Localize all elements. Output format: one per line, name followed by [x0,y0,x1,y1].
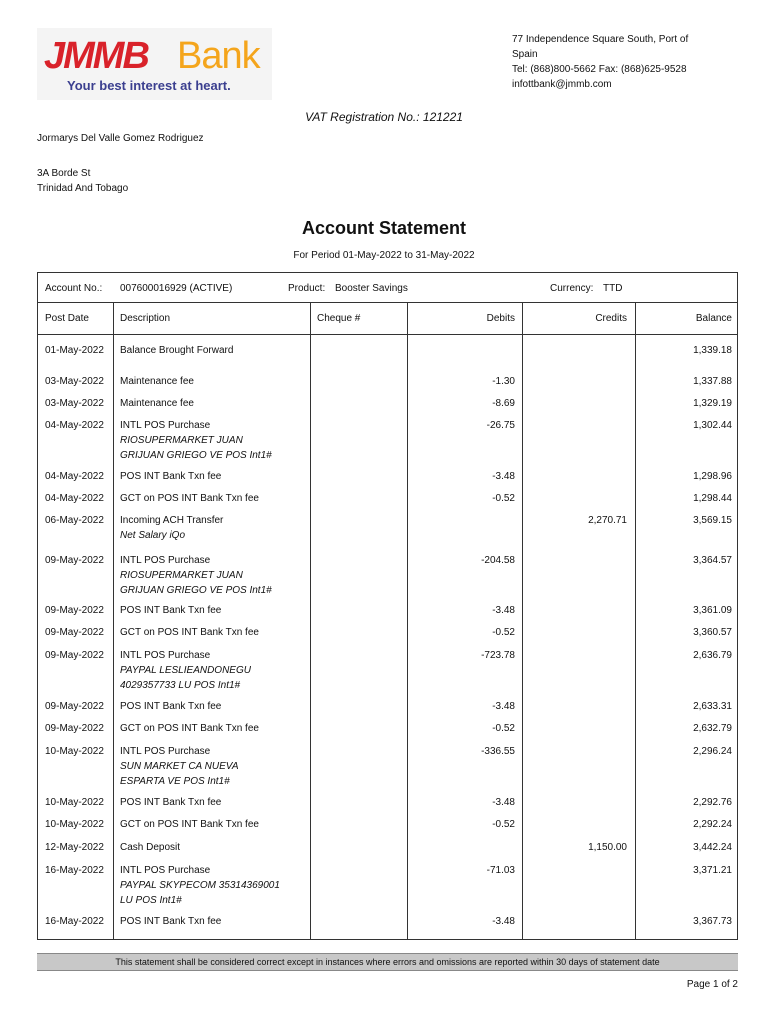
row-date: 10-May-2022 [45,819,104,830]
logo-word: Bank [177,35,260,77]
row-balance: 3,442.24 [693,842,732,853]
row-description [120,553,272,598]
row-balance: 1,337.88 [693,376,732,387]
row-description-main: POS INT Bank Txn fee [120,701,222,712]
row-date: 04-May-2022 [45,420,104,431]
row-description-detail: GRIJUAN GRIEGO VE POS Int1# [120,585,272,596]
row-date: 09-May-2022 [45,627,104,638]
row-description-main: POS INT Bank Txn fee [120,797,222,808]
row-date: 09-May-2022 [45,650,104,661]
header-balance: Balance [695,313,732,324]
row-balance: 3,569.15 [693,515,732,526]
row-debit: -71.03 [486,865,515,876]
row-debit: -3.48 [492,471,515,482]
row-debit: -0.52 [492,723,515,734]
row-balance: 2,296.24 [693,746,732,757]
row-debit: -3.48 [492,797,515,808]
row-description [120,469,221,484]
customer-address-1: 3A Borde St [37,168,91,179]
row-description [120,648,251,693]
row-description-detail: GRIJUAN GRIEGO VE POS Int1# [120,450,272,461]
row-description [120,817,259,832]
header-credits: Credits [595,313,627,324]
row-description [120,396,194,411]
row-date: 09-May-2022 [45,723,104,734]
row-balance: 1,329.19 [693,398,732,409]
row-balance: 3,371.21 [693,865,732,876]
row-date: 16-May-2022 [45,865,104,876]
row-description-detail: PAYPAL LESLIEANDONEGU [120,665,251,676]
row-description-main: INTL POS Purchase [120,650,211,661]
logo-mark: JMMB [44,35,148,77]
table-header [38,303,737,335]
row-description-main: Balance Brought Forward [120,345,234,356]
row-date: 09-May-2022 [45,701,104,712]
row-description [120,603,221,618]
row-balance: 3,360.57 [693,627,732,638]
row-description-main: INTL POS Purchase [120,420,211,431]
row-description [120,795,221,810]
row-debit: -0.52 [492,819,515,830]
row-debit: -1.30 [492,376,515,387]
row-balance: 2,632.79 [693,723,732,734]
row-description-main: Maintenance fee [120,376,194,387]
row-balance: 2,636.79 [693,650,732,661]
row-description [120,840,180,855]
row-date: 16-May-2022 [45,916,104,927]
row-balance: 2,292.24 [693,819,732,830]
row-description-detail: SUN MARKET CA NUEVA [120,761,239,772]
row-description-main: POS INT Bank Txn fee [120,471,222,482]
row-description-main: INTL POS Purchase [120,865,211,876]
row-description-detail: RIOSUPERMARKET JUAN [120,435,243,446]
row-balance: 2,633.31 [693,701,732,712]
row-debit: -336.55 [481,746,515,757]
row-description-main: Maintenance fee [120,398,194,409]
row-description [120,914,221,929]
row-description-main: GCT on POS INT Bank Txn fee [120,493,259,504]
row-debit: -8.69 [492,398,515,409]
row-debit: -723.78 [481,650,515,661]
row-description-main: POS INT Bank Txn fee [120,605,222,616]
row-description [120,513,223,543]
statement-period: For Period 01-May-2022 to 31-May-2022 [293,250,475,261]
logo-tagline: Your best interest at heart. [67,78,231,93]
row-balance: 2,292.76 [693,797,732,808]
row-debit: -3.48 [492,605,515,616]
header-post-date: Post Date [45,313,89,324]
row-balance: 3,364.57 [693,555,732,566]
row-description [120,343,233,358]
row-date: 12-May-2022 [45,842,104,853]
row-debit: -3.48 [492,916,515,927]
row-description [120,699,221,714]
page-number: Page 1 of 2 [686,979,738,990]
row-description [120,863,280,908]
footer-note: This statement shall be considered correct except in instances where errors and omissions are reported within 30 days of statement date [37,953,738,971]
header-cheque: Cheque # [317,313,361,324]
row-date: 10-May-2022 [45,746,104,757]
page-title: Account Statement [301,218,467,238]
statement-table [37,272,738,940]
row-description-main: INTL POS Purchase [120,555,211,566]
customer-name: Jormarys Del Valle Gomez Rodriguez [37,133,204,144]
row-balance: 3,367.73 [693,916,732,927]
account-number: 007600016929 (ACTIVE) [120,283,233,294]
row-description-detail: PAYPAL SKYPECOM 35314369001 [120,880,280,891]
vat-registration: VAT Registration No.: 121221 [305,110,463,124]
address-line1: 77 Independence Square South, Port of [512,34,689,45]
row-description [120,721,259,736]
row-description-main: INTL POS Purchase [120,746,211,757]
row-date: 06-May-2022 [45,515,104,526]
currency-label: Currency: [550,283,594,294]
row-balance: 1,298.96 [693,471,732,482]
customer-address-2: Trinidad And Tobago [37,183,129,194]
row-description [120,374,194,389]
row-description [120,491,259,506]
row-description-main: GCT on POS INT Bank Txn fee [120,627,259,638]
row-debit: -0.52 [492,627,515,638]
account-label: Account No.: [45,283,103,294]
row-description [120,418,272,463]
row-balance: 1,339.18 [693,345,732,356]
row-credit: 1,150.00 [588,842,627,853]
row-description-main: Incoming ACH Transfer [120,515,224,526]
row-description-main: GCT on POS INT Bank Txn fee [120,819,259,830]
row-description-main: GCT on POS INT Bank Txn fee [120,723,259,734]
bank-logo [37,28,272,100]
row-balance: 1,302.44 [693,420,732,431]
header-debits: Debits [486,313,515,324]
row-description [120,625,259,640]
bank-email: infottbank@jmmb.com [512,79,612,90]
row-description-main: POS INT Bank Txn fee [120,916,222,927]
phone-fax: Tel: (868)800-5662 Fax: (868)625-9528 [512,64,687,75]
row-date: 10-May-2022 [45,797,104,808]
row-description-detail: RIOSUPERMARKET JUAN [120,570,243,581]
header-description: Description [120,313,171,324]
row-description-detail: LU POS Int1# [120,895,182,906]
row-debit: -3.48 [492,701,515,712]
row-date: 04-May-2022 [45,493,104,504]
row-debit: -26.75 [486,420,515,431]
row-date: 03-May-2022 [45,398,104,409]
account-info-row [38,273,737,303]
row-date: 09-May-2022 [45,605,104,616]
row-description [120,744,239,789]
row-description-detail: 4029357733 LU POS Int1# [120,680,241,691]
row-date: 03-May-2022 [45,376,104,387]
address-line2: Spain [512,49,538,60]
row-balance: 1,298.44 [693,493,732,504]
row-date: 04-May-2022 [45,471,104,482]
row-description-detail: Net Salary iQo [120,530,186,541]
product-label: Product: [288,283,326,294]
bank-address [512,32,732,92]
currency-value: TTD [603,283,623,294]
product-name: Booster Savings [335,283,408,294]
row-debit: -204.58 [481,555,515,566]
row-balance: 3,361.09 [693,605,732,616]
row-credit: 2,270.71 [588,515,627,526]
row-debit: -0.52 [492,493,515,504]
row-date: 01-May-2022 [45,345,104,356]
row-date: 09-May-2022 [45,555,104,566]
row-description-detail: ESPARTA VE POS Int1# [120,776,230,787]
row-description-main: Cash Deposit [120,842,181,853]
